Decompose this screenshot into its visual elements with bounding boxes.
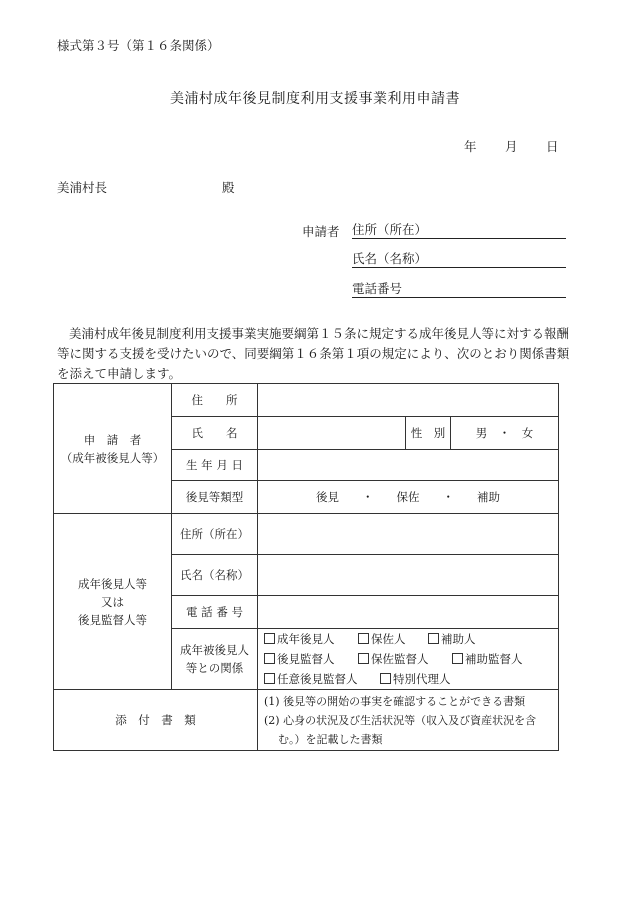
applicant-address-label: 住所（所在）	[352, 222, 428, 237]
checkbox-icon	[264, 633, 275, 644]
applicant-label: 申請者	[302, 224, 340, 239]
relationship-header-line2: 等との関係	[185, 661, 244, 675]
checkbox-label: 任意後見監督人	[277, 672, 358, 686]
attachments-header: 添 付 書 類	[54, 690, 258, 751]
guardianship-type-options[interactable]: 後見 ・ 保佐 ・ 補助	[258, 481, 559, 514]
checkbox-icon	[264, 673, 275, 684]
document-title: 美浦村成年後見制度利用支援事業利用申請書	[170, 91, 460, 107]
applicant-section-title: 申 請 者	[83, 432, 142, 447]
addressee: 美浦村長	[57, 180, 108, 195]
date-month-label: 月	[505, 139, 518, 154]
guardian-phone-header: 電 話 番 号	[172, 596, 258, 629]
applicant-section-label	[54, 384, 172, 514]
guardian-section-title: 成年後見人等	[78, 576, 147, 591]
checkbox-voluntary-guardian-supervisor[interactable]	[264, 669, 380, 689]
attachments-list	[258, 690, 559, 751]
applicant-name-field[interactable]	[352, 251, 566, 268]
date-day-label: 日	[546, 139, 559, 154]
checkbox-special-agent[interactable]	[380, 669, 451, 689]
gender-options[interactable]: 男 ・ 女	[451, 417, 559, 450]
checkbox-label: 後見監督人	[277, 652, 335, 666]
applicant-address-cell[interactable]	[258, 384, 559, 417]
checkbox-label: 成年後見人	[277, 632, 335, 646]
date-year-label: 年	[464, 139, 477, 154]
form-number: 様式第３号（第１６条関係）	[57, 38, 220, 53]
guardian-address-header: 住所（所在）	[172, 514, 258, 555]
applicant-phone-field[interactable]	[352, 281, 566, 298]
attachment-item-2: (2) 心身の状況及び生活状況等（収入及び資産状況を含	[264, 713, 537, 727]
relationship-header	[172, 629, 258, 690]
guardian-name-header: 氏名（名称）	[172, 555, 258, 596]
checkbox-label: 補助人	[441, 632, 476, 646]
checkbox-adult-guardian[interactable]	[264, 629, 358, 649]
checkbox-icon	[428, 633, 439, 644]
checkbox-icon	[264, 653, 275, 664]
guardianship-type-header: 後見等類型	[172, 481, 258, 514]
application-form-table	[53, 383, 559, 751]
checkbox-icon	[380, 673, 391, 684]
applicant-phone-label: 電話番号	[352, 281, 403, 296]
checkbox-guardianship-supervisor[interactable]	[264, 649, 358, 669]
attachment-item-1: (1) 後見等の開始の事実を確認することができる書類	[264, 694, 526, 708]
application-statement: 美浦村成年後見制度利用支援事業実施要綱第１５条に規定する成年後見人等に対する報酬等に関する支援を受けたいので、同要綱第１６条第１項の規定により、次のとおり関係書類を添えて申請します。	[57, 326, 570, 381]
applicant-address-field[interactable]	[352, 222, 566, 239]
guardian-section-or: 又は	[101, 594, 124, 609]
applicant-name-label: 氏名（名称）	[352, 251, 428, 266]
checkbox-icon	[358, 653, 369, 664]
guardian-phone-cell[interactable]	[258, 596, 559, 629]
checkbox-icon	[452, 653, 463, 664]
relationship-checkboxes	[258, 629, 559, 690]
gender-header: 性 別	[406, 417, 451, 450]
checkbox-assistant-supervisor[interactable]	[452, 649, 523, 669]
birth-date-header: 生 年 月 日	[172, 450, 258, 481]
checkbox-label: 補助監督人	[465, 652, 523, 666]
guardian-section-label	[54, 514, 172, 690]
checkbox-assistant[interactable]	[428, 629, 476, 649]
applicant-name-header: 氏 名	[172, 417, 258, 450]
checkbox-label: 保佐人	[371, 632, 406, 646]
checkbox-curator[interactable]	[358, 629, 428, 649]
checkbox-label: 特別代理人	[393, 672, 451, 686]
relationship-header-line1: 成年被後見人	[180, 643, 249, 657]
applicant-address-header: 住 所	[172, 384, 258, 417]
checkbox-curator-supervisor[interactable]	[358, 649, 452, 669]
applicant-name-cell[interactable]	[258, 417, 406, 450]
attachment-item-2-cont: む。）を記載した書類	[278, 732, 383, 746]
honorific: 殿	[222, 180, 235, 195]
applicant-section-subtitle: （成年被後見人等）	[60, 450, 165, 465]
guardian-address-cell[interactable]	[258, 514, 559, 555]
guardian-name-cell[interactable]	[258, 555, 559, 596]
guardian-section-subtitle: 後見監督人等	[78, 612, 147, 627]
birth-date-cell[interactable]	[258, 450, 559, 481]
checkbox-icon	[358, 633, 369, 644]
checkbox-label: 保佐監督人	[371, 652, 429, 666]
